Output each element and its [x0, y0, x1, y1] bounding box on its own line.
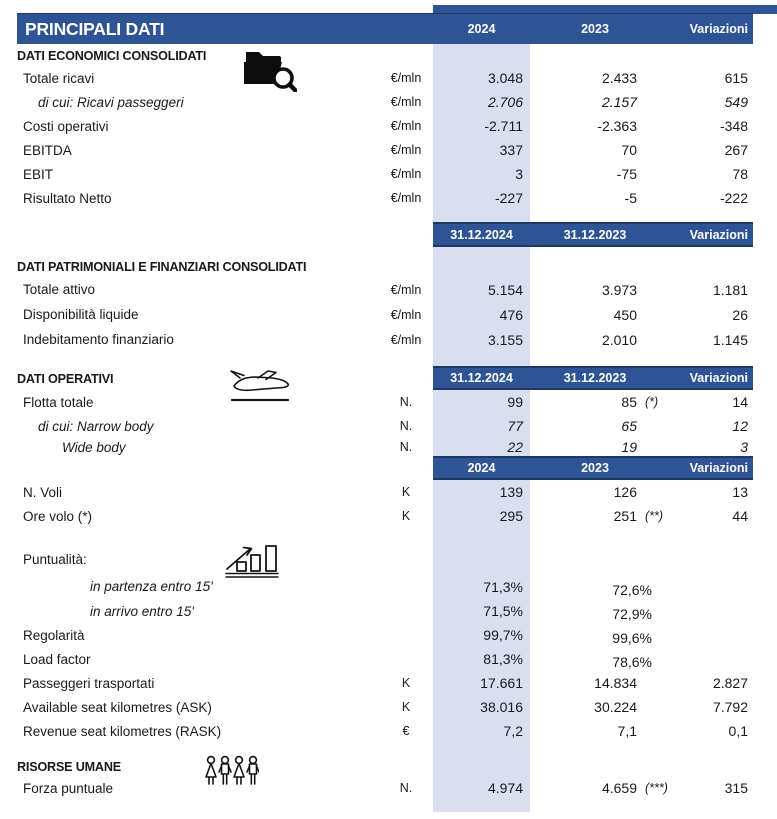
value-2024: 3 — [515, 166, 523, 182]
value-2024: 38.016 — [480, 699, 523, 715]
value-2023: -5 — [624, 190, 637, 206]
table-row — [0, 719, 777, 743]
value-2024: -2.711 — [484, 118, 523, 134]
spacer-row — [0, 210, 777, 222]
row-label: in partenza entro 15' — [90, 579, 213, 594]
value-variazioni: 1.181 — [712, 281, 748, 298]
table-row — [0, 671, 777, 695]
value-variazioni: 78 — [732, 166, 748, 182]
row-label: Load factor — [23, 651, 91, 667]
table-row — [0, 114, 777, 138]
period-header-2024: 31.12.2024 — [450, 371, 513, 385]
value-2023: 4.659 — [601, 780, 637, 796]
value-variazioni: 1.145 — [712, 331, 748, 348]
table-row — [0, 574, 777, 599]
value-2023: 19 — [621, 439, 637, 455]
value-2023: 3.973 — [601, 281, 637, 298]
section-title: RISORSE UMANE — [17, 758, 121, 774]
unit-label: N. — [399, 440, 413, 454]
footnote-marker: (**) — [645, 509, 664, 523]
unit-label: K — [401, 485, 411, 499]
value-2023: 70 — [621, 142, 637, 158]
value-2024: 476 — [499, 306, 523, 323]
value-2023: 99,6% — [612, 630, 652, 646]
value-2024: 337 — [499, 142, 523, 158]
row-label: Forza puntuale — [23, 780, 114, 796]
row-label: Passeggeri trasportati — [23, 675, 155, 691]
page-title: PRINCIPALI DATI — [25, 18, 165, 39]
row-label: Costi operativi — [23, 118, 109, 134]
unit-label: N. — [399, 395, 413, 409]
value-variazioni: 3 — [740, 439, 748, 455]
value-variazioni: -348 — [719, 118, 748, 134]
value-variazioni: 267 — [724, 142, 748, 158]
row-label: Revenue seat kilometres (RASK) — [23, 723, 222, 739]
value-2024: 7,2 — [503, 723, 523, 739]
table-row — [0, 438, 777, 456]
value-variazioni: 13 — [732, 484, 748, 500]
value-2024: -227 — [494, 190, 523, 206]
unit-label: €/mln — [390, 167, 422, 181]
table-row — [0, 186, 777, 210]
value-variazioni: -222 — [719, 190, 748, 206]
unit-label: €/mln — [390, 191, 422, 205]
unit-label: €/mln — [390, 119, 422, 133]
value-2023: 2.010 — [601, 331, 637, 348]
table-row — [0, 277, 777, 302]
period-header-2024: 2024 — [467, 461, 496, 475]
value-2024: 71,3% — [483, 578, 523, 595]
unit-label: K — [401, 700, 411, 714]
period-header-variazioni: Variazioni — [689, 461, 748, 475]
row-label: Risultato Netto — [23, 190, 112, 206]
table-row — [0, 390, 777, 414]
value-2023: 85 — [621, 394, 637, 410]
value-2023: 72,6% — [612, 581, 652, 598]
column-header-row — [0, 222, 777, 247]
period-header-variazioni: Variazioni — [689, 371, 748, 385]
value-2024: 3.048 — [487, 70, 523, 86]
section-title: DATI PATRIMONIALI E FINANZIARI CONSOLIDATI — [17, 258, 307, 274]
unit-label: €/mln — [390, 332, 422, 347]
column-header-row — [0, 366, 777, 390]
value-variazioni: 549 — [724, 94, 748, 110]
row-label: EBITDA — [23, 142, 72, 158]
footnote-marker: (*) — [645, 395, 659, 409]
row-label: Flotta totale — [23, 394, 94, 410]
value-2024: 22 — [507, 439, 523, 455]
value-2024: 139 — [499, 484, 523, 500]
table-row — [0, 66, 777, 90]
row-label: EBIT — [23, 166, 54, 182]
row-label: Ore volo (*) — [23, 508, 93, 524]
value-2024: 5.154 — [487, 281, 523, 298]
row-label: in arrivo entro 15' — [90, 603, 194, 619]
value-2024: 295 — [499, 508, 523, 524]
table-row — [0, 327, 777, 352]
section-row — [0, 544, 777, 574]
table-row — [0, 90, 777, 114]
row-label: Totale attivo — [23, 282, 96, 297]
footnote-marker: (***) — [645, 781, 668, 795]
unit-label: €/mln — [390, 282, 422, 297]
spacer-row — [0, 352, 777, 366]
unit-label: K — [401, 676, 411, 690]
table-row — [0, 647, 777, 671]
value-2023: 450 — [613, 306, 637, 323]
table-row — [0, 162, 777, 186]
table-row — [0, 776, 777, 800]
unit-label: N. — [399, 419, 413, 433]
value-2024: 2.706 — [487, 94, 523, 110]
value-variazioni: 12 — [732, 418, 748, 434]
period-header-2023: 31.12.2023 — [563, 371, 627, 385]
row-label: Regolarità — [23, 627, 85, 643]
unit-label: €/mln — [390, 95, 422, 109]
value-variazioni: 2.827 — [712, 675, 748, 691]
value-2023: 2.433 — [601, 70, 637, 86]
unit-label: €/mln — [390, 71, 422, 85]
value-2023: 30.224 — [594, 699, 637, 715]
spacer-row — [0, 743, 777, 756]
value-variazioni: 7.792 — [712, 699, 748, 715]
column-header-2024: 2024 — [467, 22, 496, 36]
value-2023: -2.363 — [597, 118, 637, 134]
row-label: Indebitamento finanziario — [23, 332, 174, 347]
section-title: DATI ECONOMICI CONSOLIDATI — [17, 47, 207, 63]
value-2023: 78,6% — [612, 654, 652, 670]
period-header-bar — [433, 456, 753, 480]
section-row — [0, 756, 777, 776]
table-row — [0, 504, 777, 528]
value-variazioni: 315 — [724, 780, 748, 796]
value-variazioni: 44 — [732, 508, 748, 524]
section-title: DATI OPERATIVI — [17, 370, 114, 386]
table-row — [0, 138, 777, 162]
table-header-bar — [17, 13, 753, 44]
column-header-2023: 2023 — [581, 22, 609, 36]
table-row — [0, 599, 777, 623]
value-2023: 72,9% — [612, 606, 652, 622]
value-2024: 17.661 — [480, 675, 523, 691]
period-header-variazioni: Variazioni — [689, 227, 748, 242]
period-header-bar — [433, 222, 753, 247]
section-row — [0, 44, 777, 66]
table-row — [0, 302, 777, 327]
value-2023: 7,1 — [617, 723, 637, 739]
period-header-bar — [433, 366, 753, 390]
period-header-2024: 31.12.2024 — [450, 227, 513, 242]
value-variazioni: 0,1 — [728, 723, 748, 739]
unit-label: N. — [399, 781, 413, 795]
section-title: Puntualità: — [23, 551, 87, 567]
value-variazioni: 26 — [732, 306, 748, 323]
value-2024: 71,5% — [483, 603, 523, 619]
spacer-row — [0, 247, 777, 255]
value-2024: 77 — [507, 418, 523, 434]
value-2024: 3.155 — [487, 331, 523, 348]
value-2024: 99 — [507, 394, 523, 410]
value-2024: 81,3% — [483, 651, 523, 667]
value-2023: 65 — [621, 418, 637, 434]
period-header-2023: 31.12.2023 — [563, 227, 627, 242]
unit-label: K — [401, 509, 411, 523]
unit-label: €/mln — [390, 307, 422, 322]
table-row — [0, 623, 777, 647]
value-2023: -75 — [616, 166, 637, 182]
section-row — [0, 255, 777, 277]
table-row — [0, 480, 777, 504]
unit-label: €/mln — [390, 143, 422, 157]
unit-label: € — [402, 724, 410, 738]
spacer-row — [0, 528, 777, 544]
value-variazioni: 615 — [724, 70, 748, 86]
value-2024: 4.974 — [487, 780, 523, 796]
column-header-row — [0, 456, 777, 480]
value-2023: 251 — [613, 508, 637, 524]
table-row — [0, 414, 777, 438]
row-label: Wide body — [62, 439, 126, 455]
value-2023: 14.834 — [594, 675, 637, 691]
value-2023: 2.157 — [601, 94, 637, 110]
row-label: di cui: Narrow body — [38, 418, 154, 434]
value-variazioni: 14 — [732, 394, 748, 410]
table-row — [0, 695, 777, 719]
row-label: Disponibilità liquide — [23, 307, 139, 322]
value-2024: 99,7% — [483, 627, 523, 643]
period-header-2023: 2023 — [581, 461, 609, 475]
row-label: di cui: Ricavi passeggeri — [38, 94, 184, 110]
row-label: Totale ricavi — [23, 70, 95, 86]
row-label: N. Voli — [23, 484, 63, 500]
value-2023: 126 — [613, 484, 637, 500]
row-label: Available seat kilometres (ASK) — [23, 699, 212, 715]
column-header-variazioni: Variazioni — [689, 22, 748, 36]
